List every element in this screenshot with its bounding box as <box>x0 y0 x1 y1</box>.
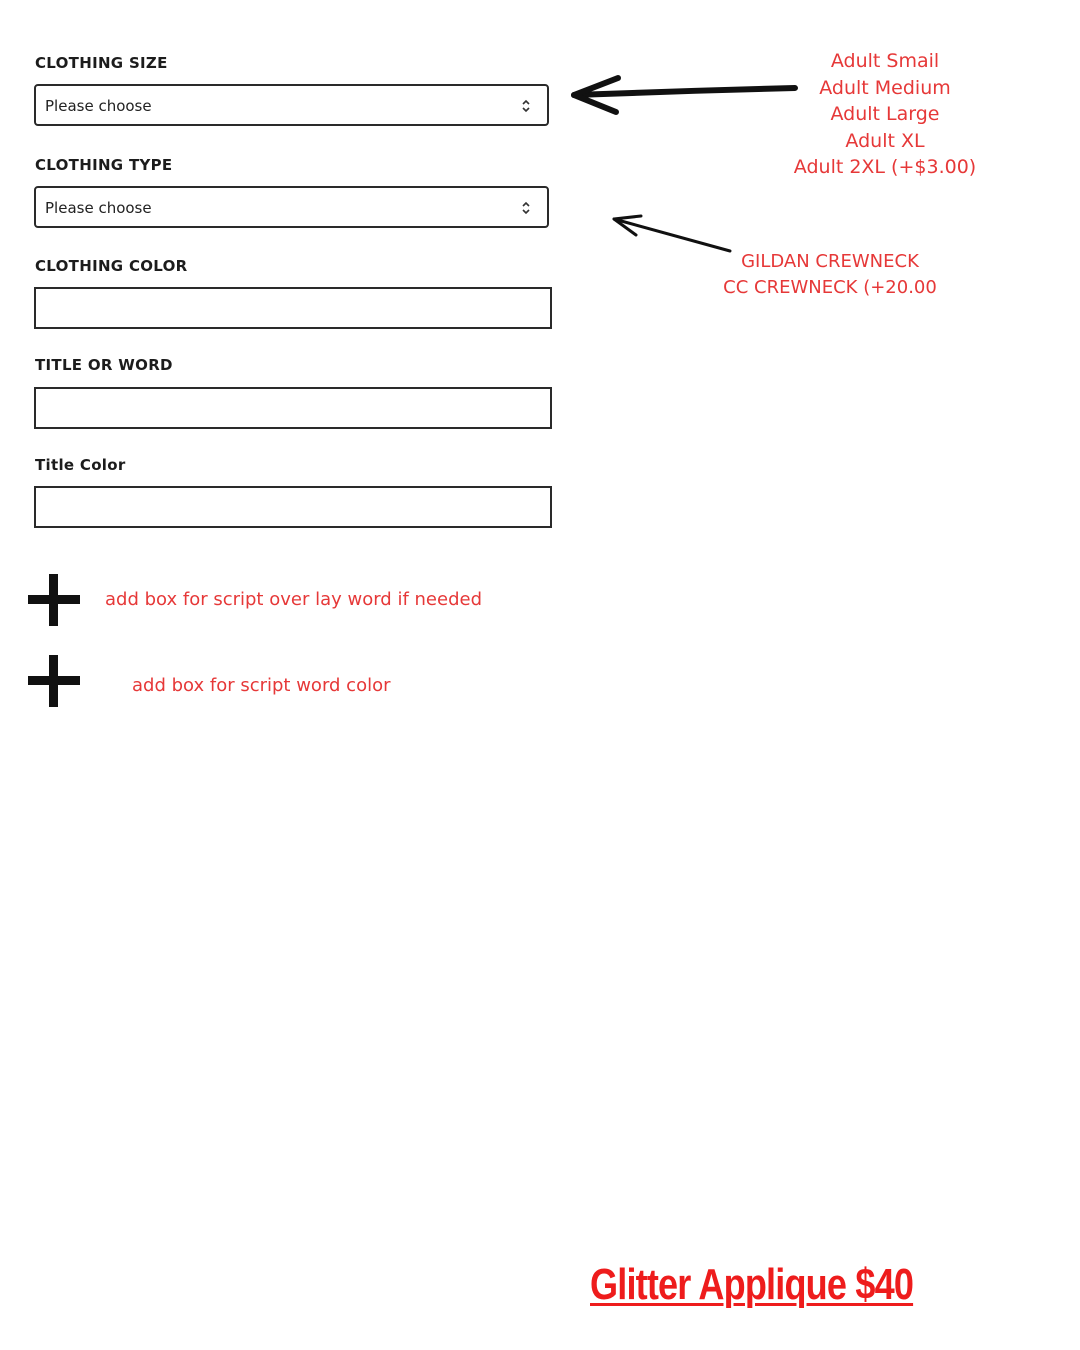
plus-icon[interactable] <box>28 574 80 626</box>
clothing-size-value: Please choose <box>45 97 152 115</box>
clothing-size-label: CLOTHING SIZE <box>35 54 168 72</box>
size-option: Adult Large <box>830 103 940 126</box>
add-script-color-note: add box for script word color <box>132 675 391 696</box>
product-price-title: Glitter Applique $40 <box>590 1260 914 1309</box>
clothing-type-value: Please choose <box>45 199 152 217</box>
title-color-label: Title Color <box>35 456 126 474</box>
add-script-overlay-note: add box for script over lay word if needed <box>105 589 482 610</box>
type-option: CC CREWNECK (+20.00 <box>723 276 937 298</box>
clothing-type-label: CLOTHING TYPE <box>35 156 173 174</box>
size-option: Adult XL <box>845 129 925 152</box>
size-options-note <box>790 48 980 181</box>
plus-icon[interactable] <box>28 655 80 707</box>
title-or-word-label: TITLE OR WORD <box>35 356 173 374</box>
size-option: Adult 2XL (+$3.00) <box>793 156 977 179</box>
clothing-color-label: CLOTHING COLOR <box>35 257 188 275</box>
size-option: Adult Smail <box>830 50 940 72</box>
type-option: GILDAN CREWNECK <box>741 251 919 272</box>
type-options-note <box>720 249 940 300</box>
size-option: Adult Medium <box>819 76 951 99</box>
